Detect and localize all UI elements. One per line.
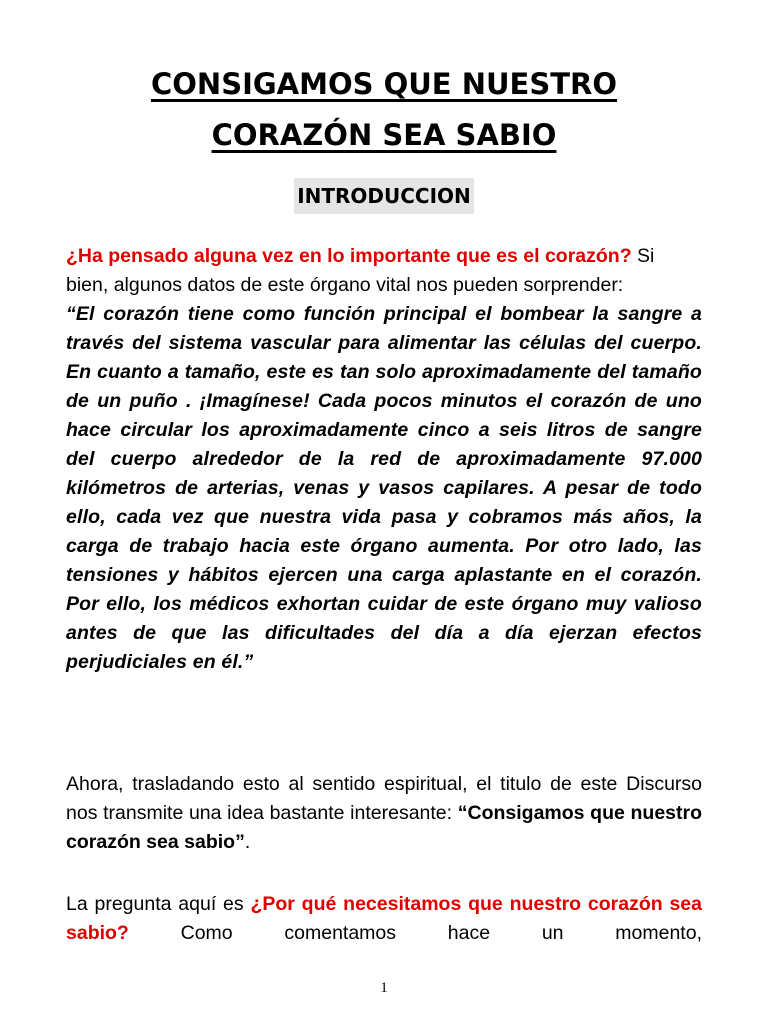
question-highlight: ¿Por qué necesitamos que nuestro corazón sea sabio? [66,893,702,944]
title-line-2: CORAZÓN SEA SABIO [211,118,557,152]
page-number: 1 [380,980,388,996]
title-line-1: CONSIGAMOS QUE NUESTRO [150,67,617,101]
paragraph-question: La pregunta aquí es ¿Por qué necesitamos que nuestro corazón sea sabio? Como comentamos hace un momento, [66,893,702,944]
heart-quote: “El corazón tiene como función principal el bombear la sangre a través del sistema vascular para alimentar las células del cuerpo. En cuanto a tamaño, este es tan solo aproximadamente del tamaño de un puño . ¡Imagínese! Cada pocos minutos el corazón de uno hace circular los aproximadamente cinco a seis litros de sangre del cuerpo alrededor de la red de aproximadamente 97.000 kilómetros de arterias, venas y vasos capilares. A pesar de todo ello, cada vez que nuestra vida pasa y cobramos más años, la carga de trabajo hacia este órgano aumenta. Por otro lado, las tensiones y hábitos ejercen una carga aplastante en el corazón. Por ello, los médicos exhortan cuidar de este órgano muy valioso antes de que las dificultades del día a día ejerzan efectos perjudiciales en él.” [66,303,702,673]
paragraph-intro [66,242,702,677]
paragraph-spiritual: Ahora, trasladando esto al sentido espiritual, el titulo de este Discurso nos transmite una idea bastante interesante: “Consigamos que nuestro corazón sea sabio”. [66,773,703,853]
spiritual-bold-quote: “Consigamos que nuestro corazón sea sabio” [66,802,703,853]
spiritual-text: Ahora, trasladando esto al sentido espiritual, el titulo de este Discurso nos transmite una idea bastante interesante: [66,773,702,824]
intro-text: Si bien, algunos datos de este órgano vital nos pueden sorprender: [66,245,655,296]
intro-question: ¿Ha pensado alguna vez en lo importante que es el corazón? [66,245,632,267]
section-heading: INTRODUCCION [0,178,768,214]
